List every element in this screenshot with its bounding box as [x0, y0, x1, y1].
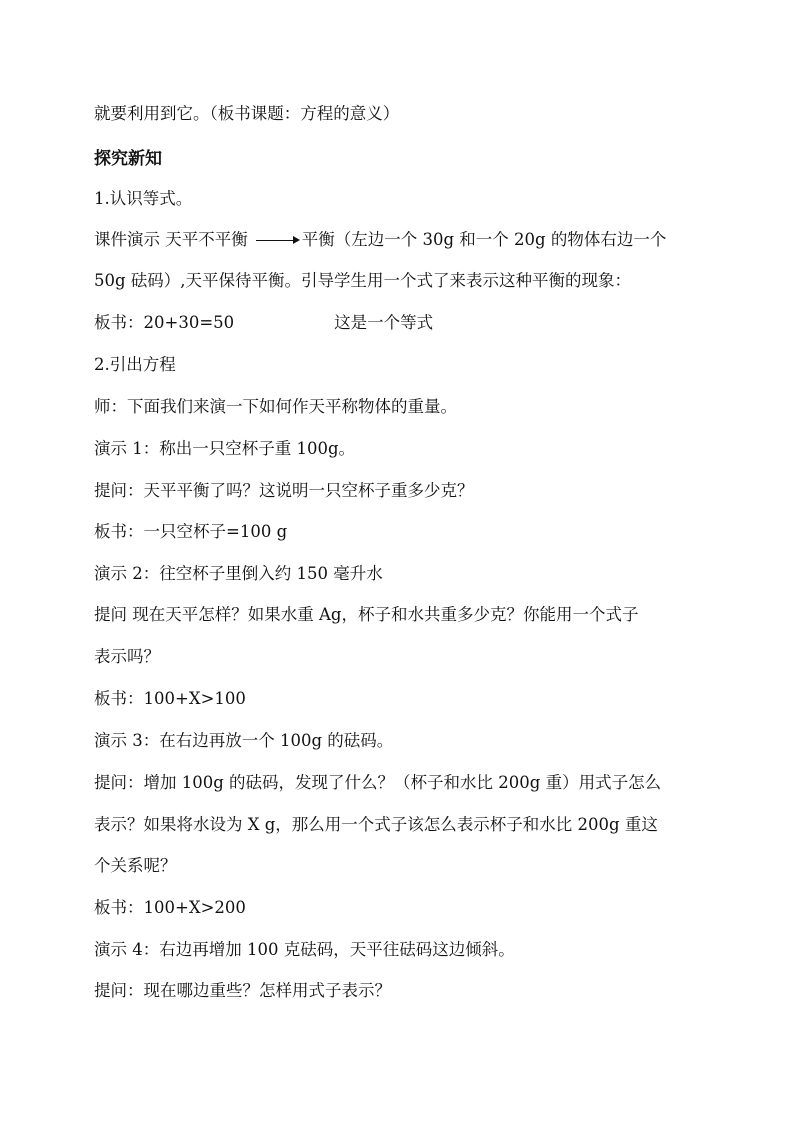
heading-text: 探究新知: [94, 149, 162, 169]
board-2-text: 板书：一只空杯子=100 g: [94, 522, 288, 541]
text-line-board-4: [94, 897, 734, 919]
question-3-end: 个关系呢？: [94, 856, 177, 875]
teacher-text: 师：下面我们来演一下如何作天平称物体的重量。: [94, 397, 457, 416]
text-line-1: [94, 188, 734, 210]
text-line-board-2: [94, 521, 734, 543]
demo-balance-start: 课件演示 天平不平衡: [94, 230, 248, 249]
demo-1-text: 演示 1：称出一只空杯子重 100g。: [94, 439, 356, 458]
arrow-icon: [256, 236, 300, 246]
text-line-question-3-cont: [94, 814, 734, 836]
text-line-demo-3: [94, 730, 734, 752]
text-line-question-1: [94, 480, 734, 502]
text-line-intro: [94, 103, 734, 125]
demo-balance-cont: 50g 砝码）,天平保待平衡。引导学生用一个式了来表示这种平衡的现象：: [94, 271, 632, 290]
subheading-1: 1.认识等式。: [94, 189, 193, 208]
text-line-board-1: [94, 312, 734, 334]
text-line-demo-4: [94, 939, 734, 961]
text-line-demo-balance: [94, 229, 734, 251]
board-note-1: 这是一个等式: [334, 313, 434, 332]
text-line-teacher: [94, 396, 734, 418]
text-line-question-2: [94, 604, 734, 626]
demo-2-text: 演示 2：往空杯子里倒入约 150 毫升水: [94, 564, 383, 583]
question-2-cont: 表示吗？: [94, 647, 160, 666]
text-line-2: [94, 354, 734, 376]
text-intro: 就要利用到它。（板书课题：方程的意义）: [94, 104, 400, 123]
text-line-question-2-cont: [94, 646, 734, 668]
text-line-question-3: [94, 772, 734, 794]
text-line-balance-cont: [94, 270, 734, 292]
demo-4-text: 演示 4：右边再增加 100 克砝码，天平往砝码这边倾斜。: [94, 940, 515, 959]
text-line-demo-2: [94, 563, 734, 585]
text-line-demo-1: [94, 438, 734, 460]
text-line-question-4: [94, 980, 734, 1002]
text-line-question-3-end: [94, 855, 734, 877]
board-4-text: 板书：100+X>200: [94, 898, 246, 917]
demo-balance-end: 平衡（左边一个 30g 和一个 20g 的物体右边一个: [301, 230, 667, 249]
section-heading: [94, 148, 734, 170]
question-4-text: 提问：现在哪边重些？怎样用式子表示？: [94, 981, 391, 1000]
question-3-cont: 表示？如果将水设为 X g，那么用一个式子该怎么表示杯子和水比 200g 重这: [94, 815, 658, 834]
text-line-board-3: [94, 688, 734, 710]
question-2-text: 提问 现在天平怎样？如果水重 Ag，杯子和水共重多少克？你能用一个式子: [94, 605, 639, 624]
subheading-2: 2.引出方程: [94, 355, 176, 374]
question-1-text: 提问：天平平衡了吗？这说明一只空杯子重多少克？: [94, 481, 474, 500]
demo-3-text: 演示 3：在右边再放一个 100g 的砝码。: [94, 731, 394, 750]
board-equation-1: 板书：20+30=50: [94, 313, 235, 332]
question-3-text: 提问：增加 100g 的砝码，发现了什么？（杯子和水比 200g 重）用式子怎么: [94, 773, 662, 792]
board-3-text: 板书：100+X>100: [94, 689, 246, 708]
